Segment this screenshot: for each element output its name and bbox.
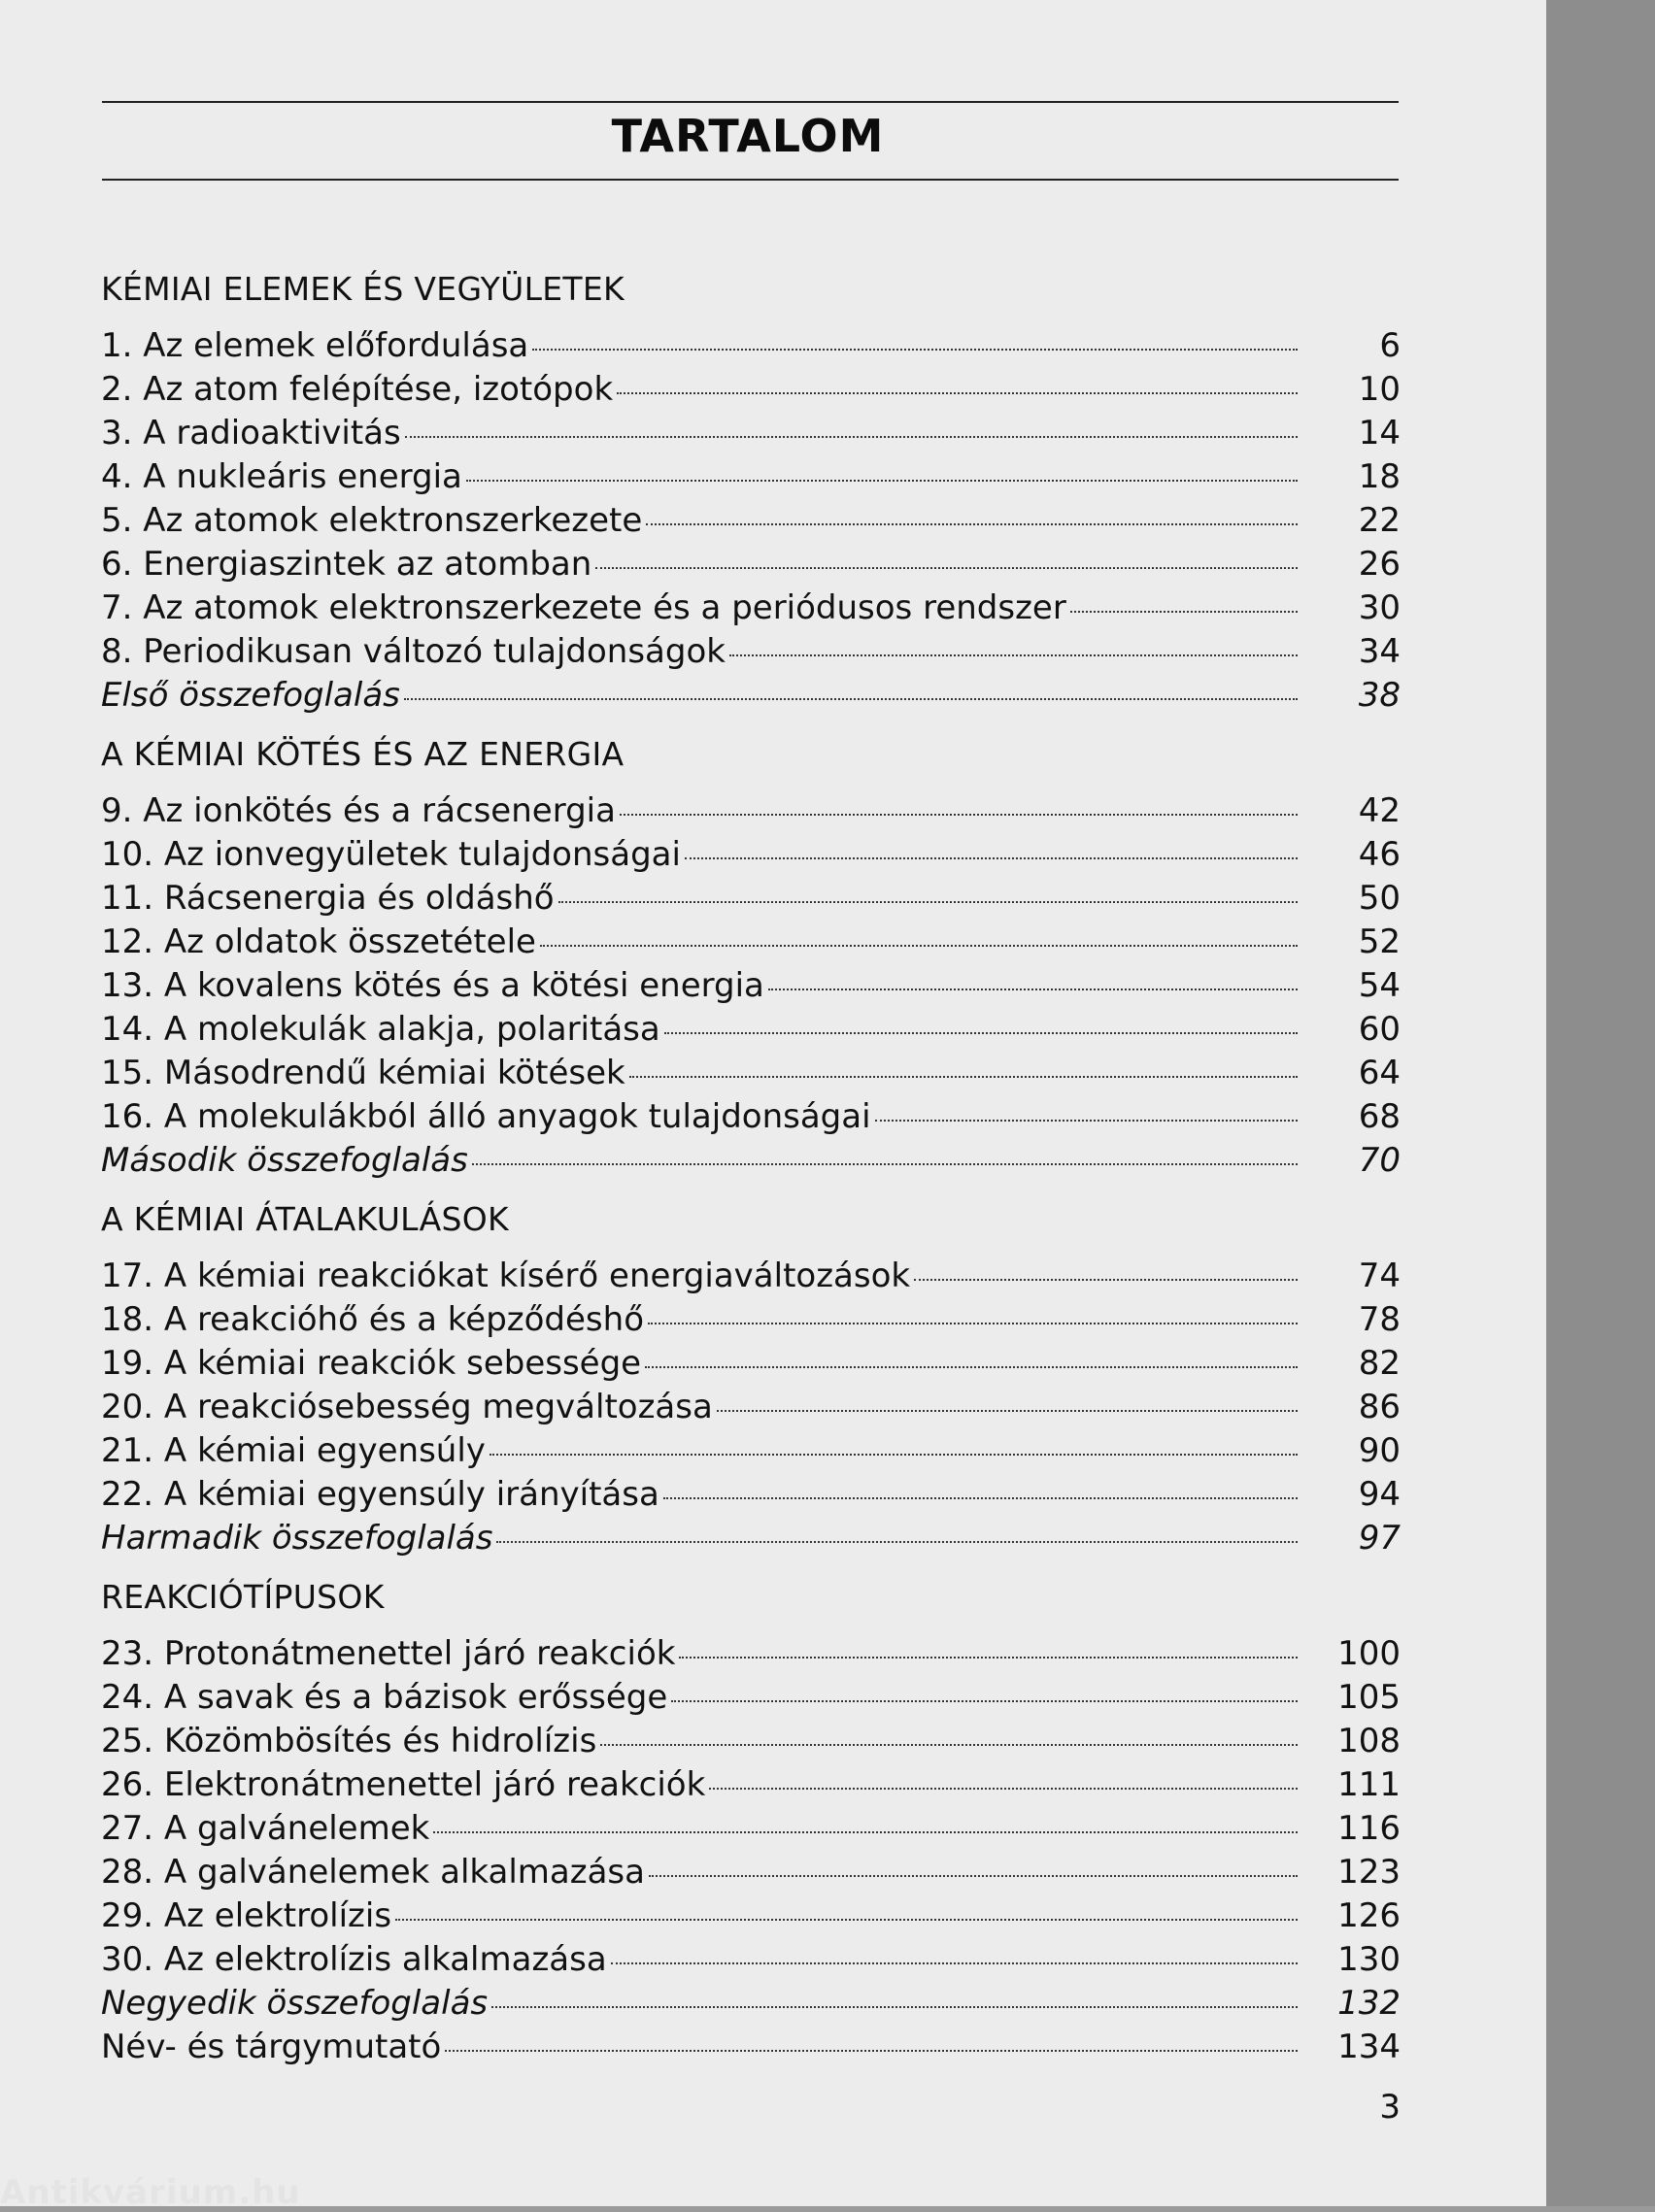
toc-entry (101, 1807, 1401, 1851)
dot-leader (685, 857, 1298, 859)
toc-entry (101, 1255, 1401, 1298)
toc-entry (101, 1298, 1401, 1342)
toc-entry-page: 68 (1358, 1097, 1401, 1136)
toc-entry-title: 29. Az elektrolízis (101, 1896, 392, 1935)
dot-leader (491, 2006, 1298, 2008)
dot-leader (405, 436, 1298, 438)
toc-entry-title: 15. Másodrendű kémiai kötések (101, 1054, 625, 1092)
dot-leader (600, 1744, 1298, 1746)
toc-entry-title: 30. Az elektrolízis alkalmazása (101, 1940, 607, 1979)
toc-section (101, 260, 1401, 718)
toc-entry (101, 368, 1401, 412)
toc-entry-page: 30 (1358, 588, 1401, 627)
section-heading: A KÉMIAI ÁTALAKULÁSOK (101, 1200, 509, 1238)
toc-entry-title: 26. Elektronátmenettel járó reakciók (101, 1765, 706, 1804)
toc-entry-title: 14. A molekulák alakja, polaritása (101, 1010, 660, 1049)
toc-entry-title: 21. A kémiai egyensúly (101, 1431, 486, 1470)
toc-entry (101, 1982, 1401, 2026)
toc-entry-page: 105 (1337, 1678, 1401, 1717)
toc-entry-title: Második összefoglalás (101, 1141, 468, 1180)
toc-entry-title: Negyedik összefoglalás (101, 1984, 489, 2023)
dot-leader (496, 1541, 1298, 1543)
toc-entry-title: 20. A reakciósebesség megváltozása (101, 1388, 713, 1426)
toc-entry-title: 28. A galvánelemek alkalmazása (101, 1853, 645, 1892)
toc-entry-title: 23. Protonátmenettel járó reakciók (101, 1634, 676, 1673)
toc-entry (101, 324, 1401, 368)
dot-leader (617, 392, 1298, 394)
toc-entry-title: 17. A kémiai reakciókat kísérő energiaváltozások (101, 1257, 911, 1295)
page-title: TARTALOM (611, 110, 885, 162)
section-heading: REAKCIÓTÍPUSOK (101, 1578, 385, 1616)
toc-entry-page: 100 (1337, 1634, 1401, 1673)
dot-leader (490, 1454, 1298, 1456)
dot-leader (404, 698, 1298, 700)
toc-entry (101, 1386, 1401, 1429)
toc-entry (101, 1342, 1401, 1386)
table-of-contents (101, 260, 1401, 2069)
toc-entry-page: 34 (1358, 632, 1401, 671)
toc-entry (101, 789, 1401, 833)
toc-entry-title: 18. A reakcióhő és a képződéshő (101, 1300, 644, 1339)
toc-entry-page: 86 (1358, 1388, 1401, 1426)
toc-entry (101, 1763, 1401, 1807)
dot-leader (645, 1366, 1298, 1368)
toc-entry-title: 25. Közömbösítés és hidrolízis (101, 1722, 597, 1760)
toc-section (101, 1190, 1401, 1560)
dot-leader (768, 989, 1298, 990)
toc-entry-title: Első összefoglalás (101, 676, 400, 715)
toc-entry (101, 964, 1401, 1008)
toc-entry-page: 134 (1337, 2028, 1401, 2066)
dot-leader (671, 1700, 1298, 1702)
toc-entry-page: 123 (1337, 1853, 1401, 1892)
toc-entry-page: 90 (1358, 1431, 1401, 1470)
dot-leader (558, 901, 1298, 903)
toc-entry-page: 116 (1337, 1809, 1401, 1848)
toc-entry-page: 78 (1358, 1300, 1401, 1339)
toc-entry-page: 46 (1358, 835, 1401, 874)
toc-entry (101, 1139, 1401, 1183)
dot-leader (914, 1279, 1298, 1281)
toc-entry-page: 22 (1358, 501, 1401, 540)
toc-entry (101, 674, 1401, 718)
toc-entry-title: 10. Az ionvegyületek tulajdonságai (101, 835, 681, 874)
dot-leader (717, 1410, 1298, 1412)
dot-leader (620, 814, 1298, 816)
toc-entry-page: 82 (1358, 1344, 1401, 1383)
toc-entry-page: 70 (1358, 1141, 1401, 1180)
section-heading: KÉMIAI ELEMEK ÉS VEGYÜLETEK (101, 270, 625, 308)
toc-entry (101, 1676, 1401, 1720)
toc-entry-title: 1. Az elemek előfordulása (101, 326, 529, 365)
toc-entry-title: 13. A kovalens kötés és a kötési energia (101, 966, 764, 1005)
toc-entry (101, 1632, 1401, 1676)
toc-section (101, 725, 1401, 1183)
toc-entry-title: Harmadik összefoglalás (101, 1519, 493, 1558)
dot-leader (663, 1497, 1298, 1499)
toc-entry (101, 1851, 1401, 1894)
dot-leader (729, 654, 1298, 656)
toc-entry-title: 7. Az atomok elektronszerkezete és a periódusos rendszer (101, 588, 1066, 627)
toc-entry-title: 24. A savak és a bázisok erőssége (101, 1678, 668, 1717)
dot-leader (679, 1657, 1298, 1659)
toc-entry-title: 27. A galvánelemek (101, 1809, 430, 1848)
toc-entry (101, 2026, 1401, 2069)
dot-leader (646, 523, 1298, 525)
toc-entry-page: 50 (1358, 879, 1401, 918)
toc-entry-title: 2. Az atom felépítése, izotópok (101, 370, 614, 409)
toc-entry-page: 10 (1358, 370, 1401, 409)
toc-entry (101, 543, 1401, 587)
toc-entry (101, 1429, 1401, 1473)
toc-entry-page: 111 (1337, 1765, 1401, 1804)
toc-entry (101, 455, 1401, 499)
toc-entry (101, 1517, 1401, 1560)
dot-leader (532, 349, 1298, 351)
toc-entry-title: Név- és tárgymutató (101, 2028, 442, 2066)
toc-entry-page: 64 (1358, 1054, 1401, 1092)
toc-entry-page: 74 (1358, 1257, 1401, 1295)
toc-entry-title: 22. A kémiai egyensúly irányítása (101, 1475, 659, 1514)
dot-leader (395, 1919, 1298, 1921)
toc-entry-page: 130 (1337, 1940, 1401, 1979)
dot-leader (649, 1875, 1298, 1877)
dot-leader (664, 1032, 1298, 1034)
toc-entry-page: 60 (1358, 1010, 1401, 1049)
toc-entry (101, 1720, 1401, 1763)
dot-leader (433, 1831, 1298, 1833)
toc-entry-page: 26 (1358, 545, 1401, 584)
header-top-rule (102, 101, 1399, 103)
toc-section (101, 1568, 1401, 2069)
toc-entry-page: 54 (1358, 966, 1401, 1005)
toc-entry-page: 126 (1337, 1896, 1401, 1935)
toc-entry (101, 1894, 1401, 1938)
dot-leader (595, 567, 1298, 569)
toc-entry-title: 9. Az ionkötés és a rácsenergia (101, 791, 616, 830)
toc-entry (101, 1052, 1401, 1095)
watermark: Antikvárium.hu (0, 2173, 301, 2212)
toc-entry-title: 6. Energiaszintek az atomban (101, 545, 592, 584)
dot-leader (540, 945, 1298, 947)
dot-leader (445, 2050, 1298, 2052)
toc-entry-page: 38 (1358, 676, 1401, 715)
dot-leader (1070, 611, 1298, 613)
toc-entry-title: 5. Az atomok elektronszerkezete (101, 501, 643, 540)
page-edge-shadow (1546, 0, 1655, 2206)
toc-entry (101, 1008, 1401, 1052)
toc-entry (101, 1095, 1401, 1139)
dot-leader (709, 1788, 1298, 1790)
toc-entry-page: 94 (1358, 1475, 1401, 1514)
toc-entry-page: 42 (1358, 791, 1401, 830)
toc-entry (101, 921, 1401, 964)
toc-entry (101, 587, 1401, 630)
toc-entry-page: 6 (1379, 326, 1401, 365)
section-heading: A KÉMIAI KÖTÉS ÉS AZ ENERGIA (101, 735, 625, 773)
page-number: 3 (1379, 2088, 1401, 2127)
dot-leader (611, 1962, 1298, 1964)
toc-entry-title: 3. A radioaktivitás (101, 414, 401, 452)
toc-entry-page: 18 (1358, 457, 1401, 496)
dot-leader (648, 1323, 1298, 1324)
toc-entry-title: 4. A nukleáris energia (101, 457, 462, 496)
toc-entry (101, 630, 1401, 674)
toc-entry (101, 499, 1401, 543)
toc-entry-title: 8. Periodikusan változó tulajdonságok (101, 632, 726, 671)
header-bottom-rule (102, 179, 1399, 181)
toc-entry-title: 11. Rácsenergia és oldáshő (101, 879, 555, 918)
toc-entry-page: 132 (1337, 1984, 1401, 2023)
toc-entry-title: 16. A molekulákból álló anyagok tulajdonságai (101, 1097, 871, 1136)
toc-entry (101, 833, 1401, 877)
toc-entry-title: 19. A kémiai reakciók sebessége (101, 1344, 642, 1383)
toc-entry-page: 14 (1358, 414, 1401, 452)
toc-entry-title: 12. Az oldatok összetétele (101, 922, 536, 961)
dot-leader (629, 1076, 1298, 1078)
dot-leader (472, 1163, 1298, 1165)
toc-entry (101, 412, 1401, 455)
dot-leader (466, 480, 1298, 482)
toc-entry-page: 97 (1358, 1519, 1401, 1558)
toc-entry-page: 108 (1337, 1722, 1401, 1760)
toc-entry-page: 52 (1358, 922, 1401, 961)
toc-entry (101, 877, 1401, 921)
dot-leader (875, 1120, 1298, 1122)
toc-entry (101, 1473, 1401, 1517)
toc-entry (101, 1938, 1401, 1982)
